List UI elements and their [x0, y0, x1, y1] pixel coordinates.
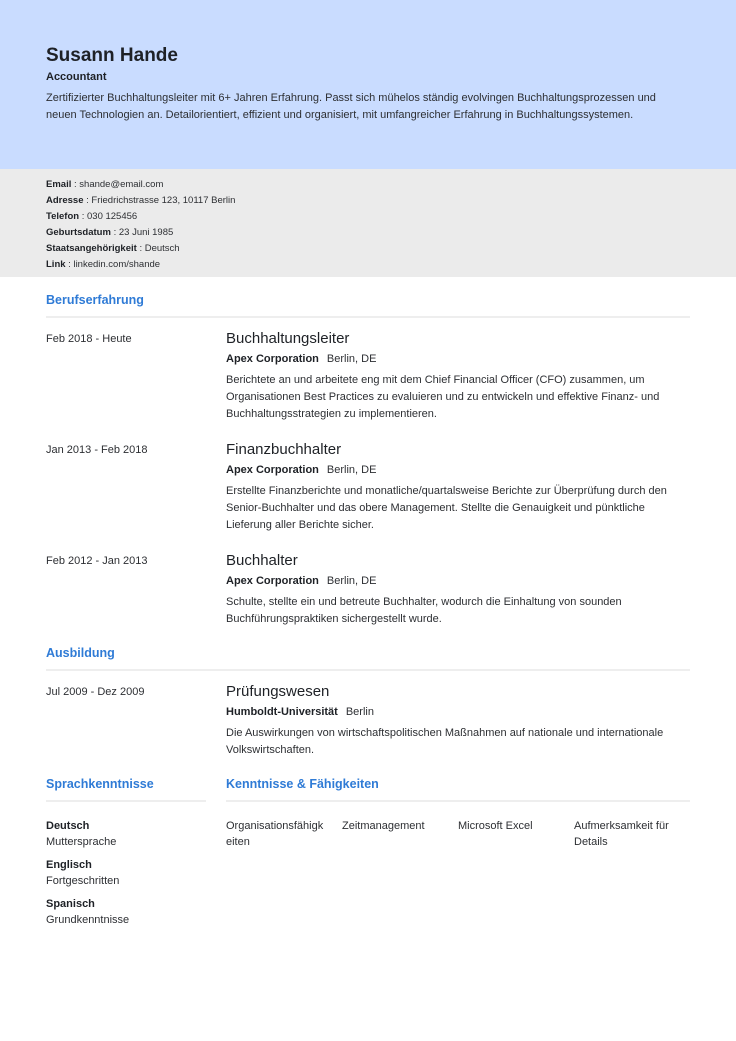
entry-institution: Humboldt-Universität [226, 706, 338, 718]
section-title-languages: Sprachkenntnisse [46, 777, 154, 791]
language-item [46, 818, 206, 850]
entry-date: Jul 2009 - Dez 2009 [46, 686, 145, 698]
language-level: Muttersprache [46, 836, 117, 848]
candidate-name: Susann Hande [46, 45, 178, 66]
entry-date: Jan 2013 - Feb 2018 [46, 444, 148, 456]
entry-title: Buchhaltungsleiter [226, 330, 350, 347]
entry-location: Berlin, DE [326, 464, 377, 476]
section-divider [226, 800, 690, 802]
contact-link: Link : linkedin.com/shande [46, 259, 161, 270]
section-divider [46, 800, 206, 802]
section-title-experience: Berufserfahrung [46, 293, 144, 307]
language-name: Englisch [46, 859, 92, 871]
entry-location: Berlin [345, 706, 374, 718]
entry-company: Apex Corporation [226, 353, 319, 365]
entry-description: Die Auswirkungen von wirtschaftspolitischen Maßnahmen auf nationale und internationale Volkswirtschaften. [226, 727, 664, 756]
entry-company: Apex Corporation [226, 464, 319, 476]
bottom-sections [46, 759, 690, 935]
entry-date: Feb 2012 - Jan 2013 [46, 555, 148, 567]
language-name: Deutsch [46, 820, 90, 832]
language-item [46, 857, 206, 889]
resume-header [0, 0, 736, 169]
experience-entry [46, 552, 690, 628]
language-level: Grundkenntnisse [46, 914, 130, 926]
entry-location: Berlin, DE [326, 575, 377, 587]
languages-section [46, 775, 206, 935]
section-title-skills: Kenntnisse & Fähigkeiten [226, 777, 379, 791]
candidate-role: Accountant [46, 71, 107, 83]
skill-item: Aufmerksamkeit für Details [574, 820, 669, 848]
entry-location: Berlin, DE [326, 353, 377, 365]
entry-title: Finanzbuchhalter [226, 441, 342, 458]
education-section [46, 628, 690, 759]
contact-email: Email : shande@email.com [46, 179, 164, 190]
entry-description: Schulte, stellte ein und betreute Buchhalter, wodurch die Einhaltung von sounden Buchführungspraktiken sichergestellt wurde. [226, 596, 622, 625]
entry-description: Berichtete an und arbeitete eng mit dem Chief Financial Officer (CFO) zusammen, um Organisationen Best Practices zu evaluieren und zu entwickeln und effektive Finanz- und Buchhaltungsstrategien zu implementieren. [226, 374, 660, 420]
skill-item: Zeitmanagement [342, 820, 425, 832]
education-entry [46, 683, 690, 759]
profile-summary: Zertifizierter Buchhaltungsleiter mit 6+ Jahren Erfahrung. Passt sich mühelos ständig evolvingen Buchhaltungsprozessen und neuen Technologien an. Detailorientiert, effizient und organisiert, mit umfangreicher Erfahrung in Buchhaltungssystemen. [46, 92, 656, 121]
contact-nationality: Staatsangehörigkeit : Deutsch [46, 243, 180, 254]
skill-item: Organisationsfähigkeiten [226, 820, 324, 848]
experience-section [46, 277, 690, 628]
entry-description: Erstellte Finanzberichte und monatliche/quartalsweise Berichte zur Überprüfung durch den Senior-Buchhalter und das obere Management. Stellte die Genauigkeit und pünktliche Lieferung aller Berichte sicher. [226, 485, 667, 531]
entry-title: Prüfungswesen [226, 683, 330, 700]
experience-entry [46, 441, 690, 534]
language-name: Spanisch [46, 898, 95, 910]
entry-title: Buchhalter [226, 552, 298, 569]
language-item [46, 896, 206, 928]
contact-birthdate: Geburtsdatum : 23 Juni 1985 [46, 227, 174, 238]
section-divider [46, 669, 690, 671]
section-title-education: Ausbildung [46, 646, 115, 660]
skills-section [226, 775, 690, 935]
experience-entry [46, 330, 690, 423]
contact-phone: Telefon : 030 125456 [46, 211, 138, 222]
contact-address: Adresse : Friedrichstrasse 123, 10117 Berlin [46, 195, 236, 206]
entry-date: Feb 2018 - Heute [46, 333, 132, 345]
language-level: Fortgeschritten [46, 875, 120, 887]
skill-item: Microsoft Excel [458, 820, 533, 832]
resume-content [0, 277, 736, 935]
entry-company: Apex Corporation [226, 575, 319, 587]
section-divider [46, 316, 690, 318]
contact-details [0, 169, 736, 277]
